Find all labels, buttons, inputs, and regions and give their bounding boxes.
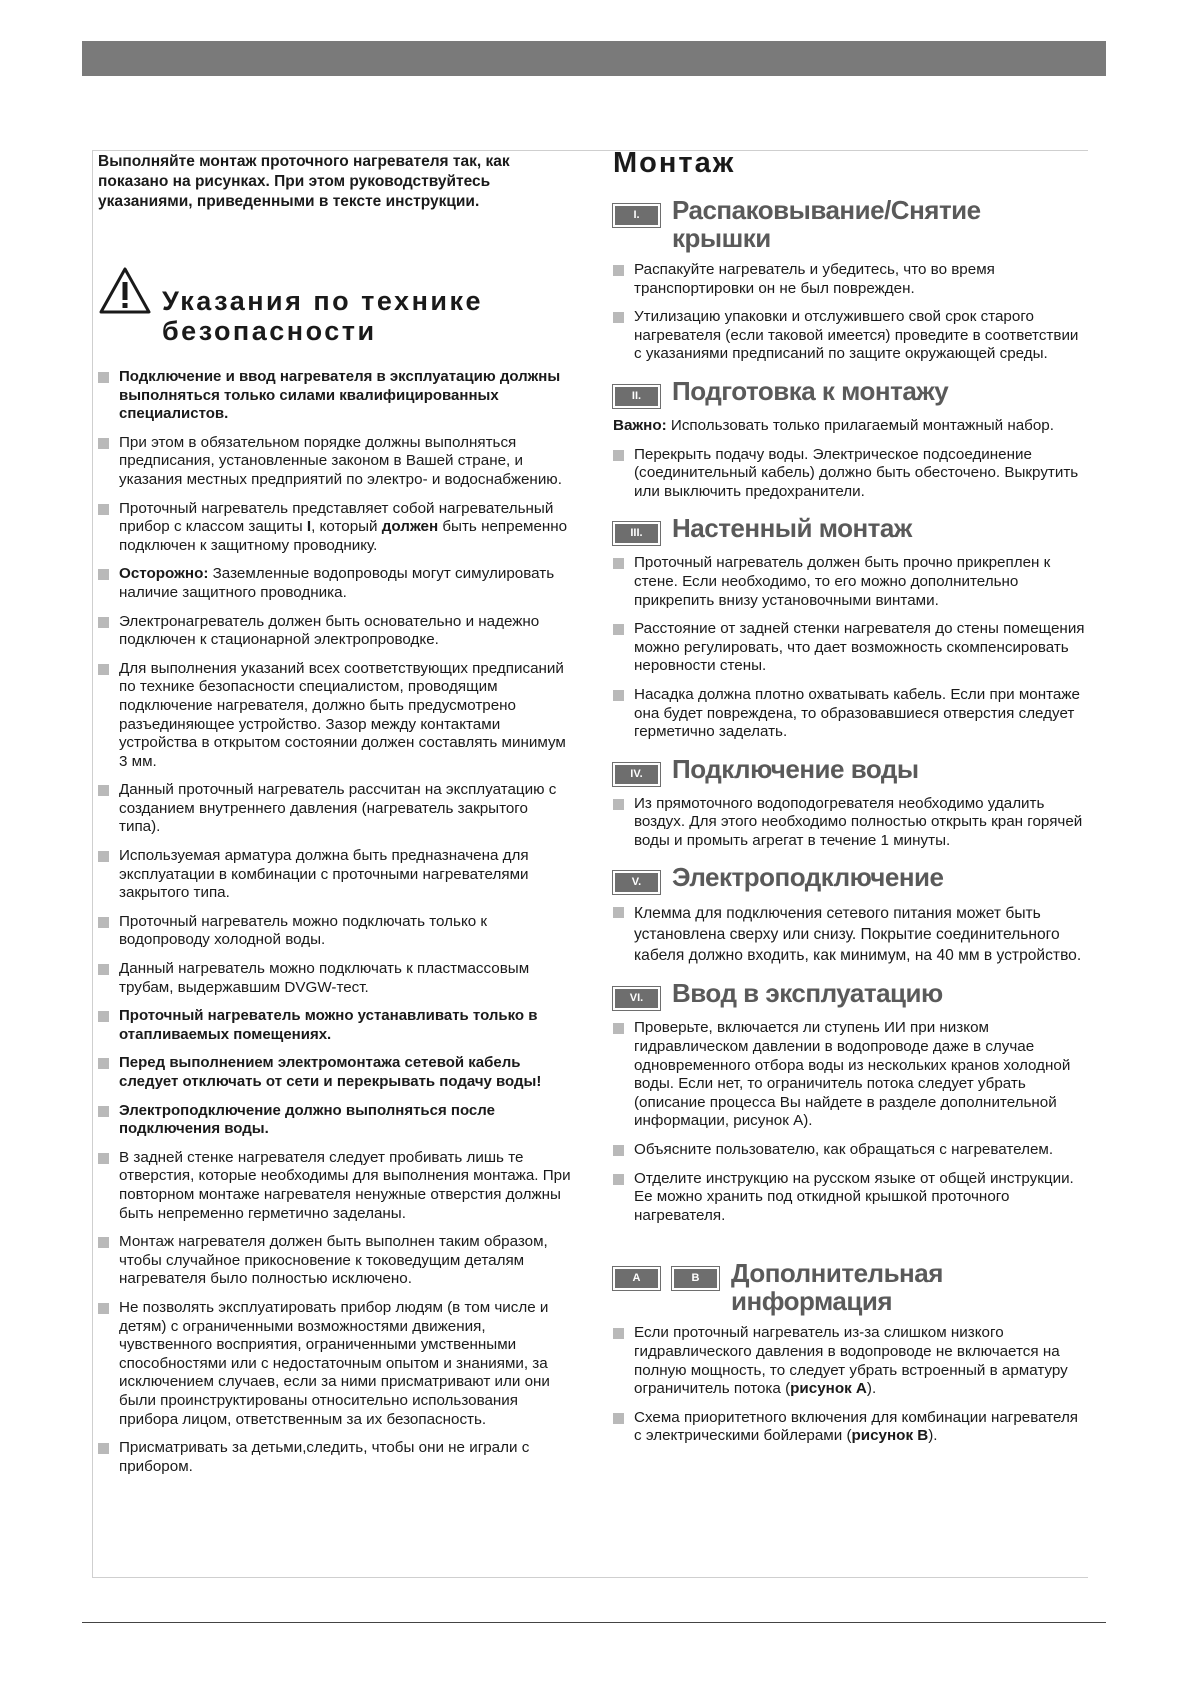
list-item: Насадка должна плотно охватывать кабель. Если при монтаже она будет повреждена, то образовавшиеся отверстия следует герметично заделать.	[613, 686, 1089, 742]
section-preparation	[613, 377, 1089, 501]
section-title	[672, 196, 981, 252]
intro-text: Выполняйте монтаж проточного нагревателя так, как показано на рисунках. При этом руководствуйтесь указаниями, приведенными в тексте инструкции.	[98, 153, 510, 210]
list-item: Объясните пользователю, как обращаться с нагревателем.	[613, 1141, 1089, 1160]
list-item: Отделите инструкцию на русском языке от общей инструкции. Ее можно хранить под откидной крышкой проточного нагревателя.	[613, 1170, 1089, 1226]
safety-item: Данный нагреватель можно подключать к пластмассовым трубам, выдержавшим DVGW-тест.	[98, 960, 572, 997]
figure-a-badge: A	[613, 1267, 660, 1290]
safety-item: Электронагреватель должен быть основательно и надежно подключен к стационарной электропроводке.	[98, 613, 572, 650]
safety-item: Проточный нагреватель можно устанавливать только в отапливаемых помещениях.	[98, 1007, 572, 1044]
frame-border-bottom	[92, 1577, 1088, 1578]
list-item: Клемма для подключения сетевого питания может быть установлена сверху или снизу. Покрытие соединительного кабеля должно входить, как минимум, на 40 мм в устройство.	[613, 903, 1089, 966]
safety-title-line1: Указания по технике	[162, 286, 484, 316]
safety-item: В задней стенке нагревателя следует пробивать лишь те отверстия, которые необходимы для выполнения монтажа. При повторном монтаже нагревателя ненужные отверстия должны быть непременно герметично заделаны.	[98, 1149, 572, 1223]
figure-b-reference: рисунок В	[851, 1427, 929, 1445]
figure-a-reference: рисунок А	[790, 1380, 867, 1398]
left-column	[98, 152, 572, 1486]
section-wall-mounting	[613, 514, 1089, 741]
section-heading	[613, 755, 1089, 786]
section-title-line1: Распаковывание/Снятие	[672, 195, 981, 225]
warning-triangle-icon	[98, 266, 152, 316]
safety-item: Для выполнения указаний всех соответствующих предписаний по технике безопасности специалистом, проводящим подключение нагревателя, должно быть предусмотрено разъединяющее устройство. Зазор между контактами устройства в открытом состоянии должен составлять минимум 3 мм.	[98, 660, 572, 772]
frame-border-left	[92, 150, 93, 1577]
safety-item	[98, 565, 572, 602]
figure-b-badge: B	[672, 1267, 719, 1290]
step-badge: V.	[613, 871, 660, 894]
emphasis-text: должен	[381, 518, 439, 536]
section-heading	[613, 979, 1089, 1010]
important-label: Важно:	[613, 416, 667, 434]
step-badge: VI.	[613, 987, 660, 1010]
list-item: Утилизацию упаковки и отслужившего свой срок старого нагревателя (если таковой имеется) проведите в соответствии с указаниями предписаний по защите окружающей среды.	[613, 308, 1089, 364]
section-heading	[613, 1259, 1089, 1315]
step-badge: IV.	[613, 763, 660, 786]
step-badge: III.	[613, 522, 660, 545]
step-badge: I.	[613, 204, 660, 227]
section-title-line2: информация	[731, 1286, 893, 1317]
section-title: Подключение воды	[672, 753, 919, 784]
safety-item: Присматривать за детьми,следить, чтобы они не играли с прибором.	[98, 1439, 572, 1476]
list-item: Проверьте, включается ли ступень ИИ при низком гидравлическом давлении в водопроводе даже в случае одновременного отбора воды из нескольких кранов холодной воды. Если нет, то ограничитель потока следует убрать (описание процесса Вы найдете в разделе дополнительной информации, рисунок А).	[613, 1019, 1089, 1131]
section-unpacking	[613, 196, 1089, 364]
list-item-text: Схема приоритетного включения для комбинации нагревателя с электрическими бойлерами (	[634, 1408, 1079, 1445]
safety-item: Проточный нагреватель можно подключать только к водопроводу холодной воды.	[98, 913, 572, 950]
list-item: Перекрыть подачу воды. Электрическое подсоединение (соединительный кабель) должно быть обесточено. Выкрутить или выключить предохранители.	[613, 446, 1089, 502]
header-bar	[82, 41, 1106, 76]
section-electrical-connection	[613, 863, 1089, 966]
caution-label: Осторожно:	[119, 565, 209, 583]
section-title: Электроподключение	[672, 862, 944, 893]
safety-item: Не позволять эксплуатировать прибор людям (в том числе и детям) с ограниченными возможностями движения, чувственного восприятия, ограниченными умственными способностями или с недостаточным опытом и знаниями, за исключением случаев, если за ними присматривают или они были проинструктированы относительно использования прибора лицом, ответственным за их безопасность.	[98, 1299, 572, 1429]
section-heading	[613, 863, 1089, 894]
safety-title	[162, 286, 483, 346]
safety-item: Используемая арматура должна быть предназначена для эксплуатации в комбинации с проточными нагревателями закрытого типа.	[98, 847, 572, 903]
step-badge: II.	[613, 385, 660, 408]
section-heading	[613, 377, 1089, 408]
section-title: Ввод в эксплуатацию	[672, 978, 943, 1009]
safety-item-text: быть непременно подключен к защитному проводнику.	[119, 518, 568, 554]
section-water-connection	[613, 755, 1089, 851]
safety-item-text: , который	[311, 518, 382, 536]
safety-item: Перед выполнением электромонтажа сетевой кабель следует отключать от сети и перекрывать подачу воды!	[98, 1054, 572, 1091]
important-text: Использовать только прилагаемый монтажный набор.	[666, 416, 1054, 434]
safety-item	[98, 500, 572, 556]
section-commissioning	[613, 979, 1089, 1225]
section-title-line2: крышки	[672, 223, 771, 253]
safety-item: При этом в обязательном порядке должны выполняться предписания, установленные законом в Вашей стране, и указания местных предприятий по электро- и водоснабжению.	[98, 434, 572, 490]
protection-class: I	[306, 518, 312, 536]
section-title-line1: Дополнительная	[731, 1258, 943, 1289]
mounting-title: Монтаж	[613, 147, 736, 179]
safety-item: Монтаж нагревателя должен быть выполнен таким образом, чтобы случайное прикосновение к токоведущим деталям нагревателя было полностью исключено.	[98, 1233, 572, 1289]
safety-item: Подключение и ввод нагревателя в эксплуатацию должны выполняться только силами квалифицированных специалистов.	[98, 368, 572, 424]
list-item: Из прямоточного водоподогревателя необходимо удалить воздух. Для этого необходимо полностью открыть кран горячей воды и промыть агрегат в течение 1 минуты.	[613, 795, 1089, 851]
footer-line	[82, 1622, 1106, 1623]
section-title	[731, 1259, 943, 1315]
safety-item: Данный проточный нагреватель рассчитан на эксплуатацию с созданием внутреннего давления (нагреватель закрытого типа).	[98, 781, 572, 837]
safety-heading	[98, 266, 572, 346]
list-item-text: Если проточный нагреватель из-за слишком низкого гидравлического давления в водопроводе не включается на полную мощность, то следует убрать встроенный в арматуру ограничитель потока (	[634, 1324, 1068, 1398]
section-title: Подготовка к монтажу	[672, 375, 949, 406]
important-note	[613, 417, 1089, 436]
safety-item-text: Заземленные водопроводы могут симулировать наличие защитного проводника.	[119, 565, 555, 601]
section-heading	[613, 196, 1089, 252]
list-item-text: ).	[928, 1427, 938, 1445]
list-item: Расстояние от задней стенки нагревателя до стены помещения можно регулировать, что дает возможность скомпенсировать неровности стены.	[613, 620, 1089, 676]
safety-item-text: Проточный нагреватель представляет собой нагревательный прибор с классом защиты	[119, 499, 554, 536]
list-item: Проточный нагреватель должен быть прочно прикреплен к стене. Если необходимо, то его можно дополнительно прикрепить внизу установочными винтами.	[613, 554, 1089, 610]
section-heading	[613, 514, 1089, 545]
section-title: Настенный монтаж	[672, 513, 912, 544]
list-item	[613, 1409, 1089, 1446]
list-item-text: ).	[866, 1380, 877, 1398]
safety-item: Электроподключение должно выполняться после подключения воды.	[98, 1102, 572, 1139]
list-item	[613, 1324, 1089, 1398]
section-additional-info	[613, 1259, 1089, 1446]
list-item: Распакуйте нагреватель и убедитесь, что во время транспортировки он не был поврежден.	[613, 261, 1089, 298]
right-column	[613, 146, 1089, 1459]
safety-title-line2: безопасности	[162, 316, 377, 346]
